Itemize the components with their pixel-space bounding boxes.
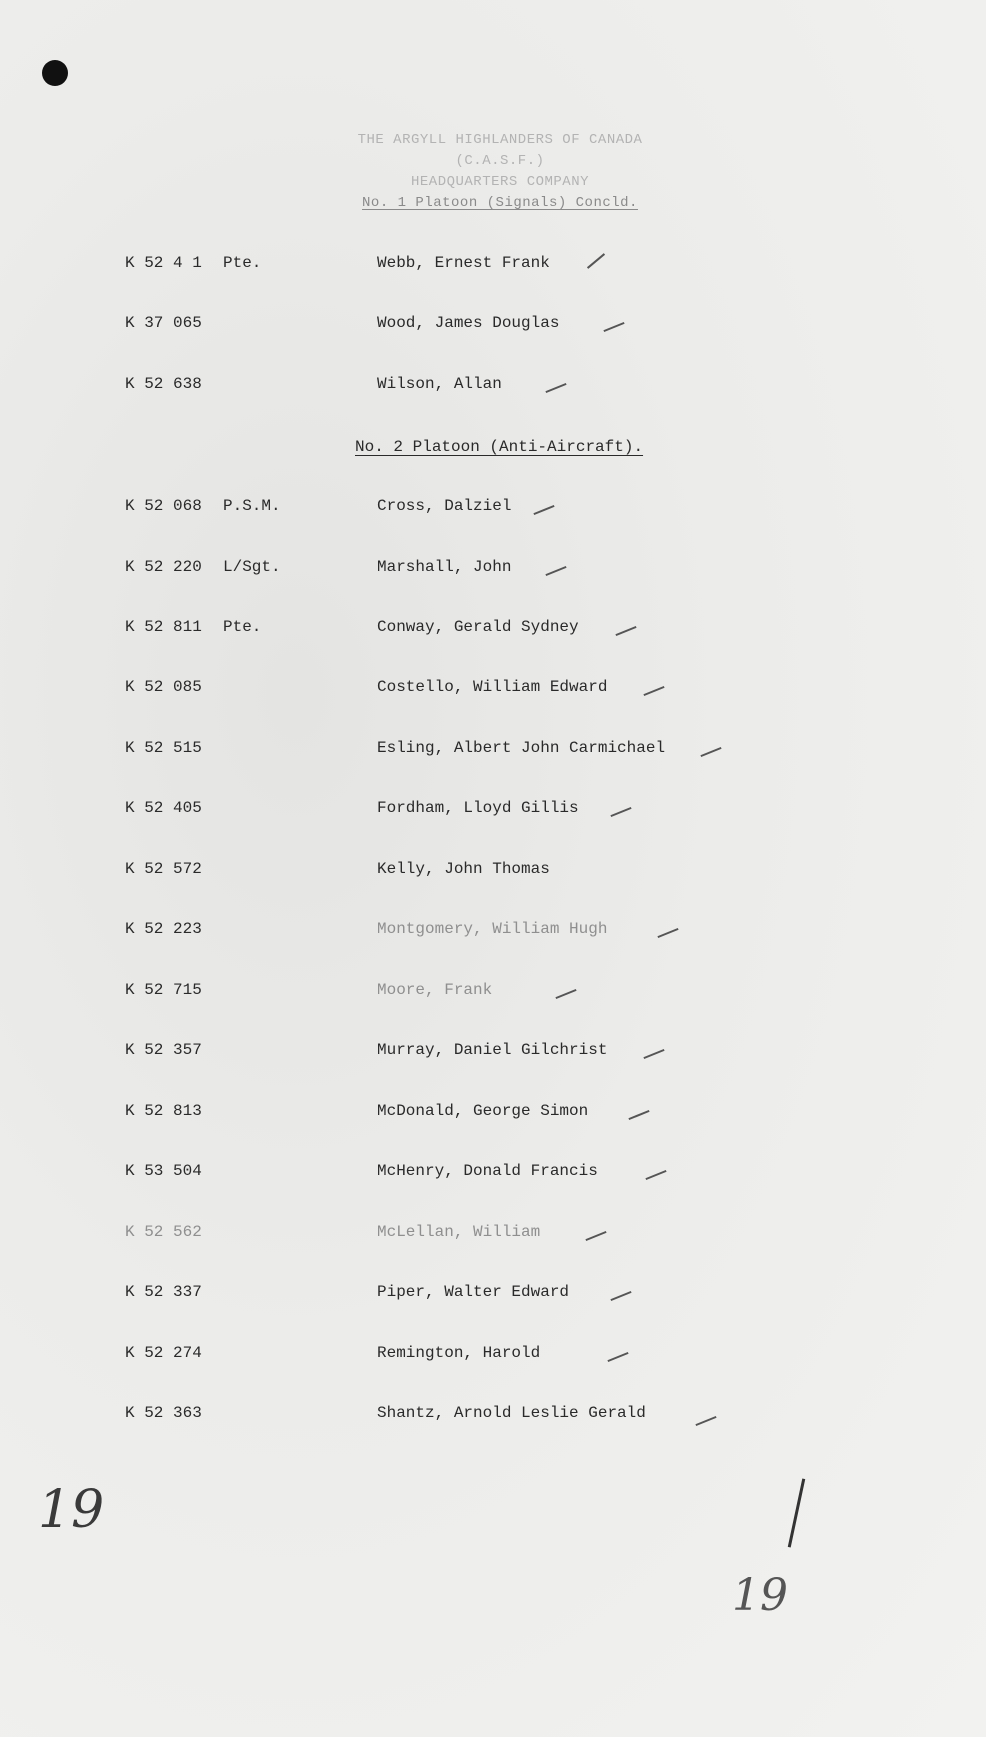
roster-row xyxy=(0,1160,986,1182)
roster-row xyxy=(0,1281,986,1303)
rank: Pte. xyxy=(223,618,262,636)
handwritten-stroke xyxy=(788,1478,805,1547)
roster-row xyxy=(0,1342,986,1364)
soldier-name: Kelly, John Thomas xyxy=(377,860,550,878)
handwritten-page-number-left: 19 xyxy=(38,1480,105,1540)
regimental-number: K 52 405 xyxy=(125,799,202,817)
regimental-number: K 52 220 xyxy=(125,558,202,576)
roster-row xyxy=(0,797,986,819)
soldier-name: Murray, Daniel Gilchrist xyxy=(377,1041,608,1059)
regimental-number: K 52 715 xyxy=(125,981,202,999)
soldier-name: McLellan, William xyxy=(377,1223,541,1241)
regimental-number: K 52 562 xyxy=(125,1223,202,1241)
roster-row xyxy=(0,373,986,395)
soldier-name: Costello, William Edward xyxy=(377,678,608,696)
roster-row xyxy=(0,312,986,334)
regimental-number: K 53 504 xyxy=(125,1162,202,1180)
soldier-name: Piper, Walter Edward xyxy=(377,1283,570,1301)
check-mark xyxy=(645,1170,666,1180)
soldier-name: Shantz, Arnold Leslie Gerald xyxy=(377,1404,646,1422)
check-mark xyxy=(643,1049,664,1059)
regimental-number: K 52 337 xyxy=(125,1283,202,1301)
roster-row xyxy=(0,918,986,940)
roster-row xyxy=(0,556,986,578)
check-mark xyxy=(615,626,636,636)
punch-hole xyxy=(42,60,68,86)
regimental-number: K 52 638 xyxy=(125,375,202,393)
regimental-number: K 52 274 xyxy=(125,1344,202,1362)
roster-row xyxy=(0,1039,986,1061)
document-header xyxy=(330,130,670,214)
check-mark xyxy=(700,747,721,757)
check-mark xyxy=(587,253,605,269)
soldier-name: McDonald, George Simon xyxy=(377,1102,589,1120)
check-mark xyxy=(628,1110,649,1120)
soldier-name: Conway, Gerald Sydney xyxy=(377,618,579,636)
check-mark xyxy=(643,686,664,696)
check-mark xyxy=(545,566,566,576)
regimental-number: K 52 572 xyxy=(125,860,202,878)
soldier-name: Marshall, John xyxy=(377,558,512,576)
check-mark xyxy=(603,322,624,332)
check-mark xyxy=(695,1416,716,1426)
header-unit: THE ARGYLL HIGHLANDERS OF CANADA xyxy=(357,132,643,148)
rank: P.S.M. xyxy=(223,497,281,515)
header-force: (C.A.S.F.) xyxy=(455,153,545,169)
check-mark xyxy=(545,383,566,393)
regimental-number: K 52 068 xyxy=(125,497,202,515)
check-mark xyxy=(555,989,576,999)
soldier-name: Moore, Frank xyxy=(377,981,493,999)
regimental-number: K 52 813 xyxy=(125,1102,202,1120)
header-platoon-title: No. 1 Platoon (Signals) Concld. xyxy=(362,195,638,211)
regimental-number: K 52 4 1 xyxy=(125,254,202,272)
roster-row xyxy=(0,252,986,274)
roster-row xyxy=(0,737,986,759)
handwritten-page-number-right: 19 xyxy=(732,1570,788,1621)
regimental-number: K 52 223 xyxy=(125,920,202,938)
rank: L/Sgt. xyxy=(223,558,281,576)
check-mark xyxy=(610,807,631,817)
rank: Pte. xyxy=(223,254,262,272)
soldier-name: Montgomery, William Hugh xyxy=(377,920,608,938)
soldier-name: Wilson, Allan xyxy=(377,375,502,393)
soldier-name: Wood, James Douglas xyxy=(377,314,560,332)
roster-row xyxy=(0,676,986,698)
check-mark xyxy=(533,505,554,515)
check-mark xyxy=(610,1291,631,1301)
roster-row xyxy=(0,495,986,517)
check-mark xyxy=(585,1231,606,1241)
soldier-name: Fordham, Lloyd Gillis xyxy=(377,799,579,817)
roster-row xyxy=(0,979,986,1001)
regimental-number: K 52 515 xyxy=(125,739,202,757)
regimental-number: K 52 811 xyxy=(125,618,202,636)
check-mark xyxy=(607,1352,628,1362)
soldier-name: Esling, Albert John Carmichael xyxy=(377,739,666,757)
header-company: HEADQUARTERS COMPANY xyxy=(410,174,590,190)
roster-row xyxy=(0,616,986,638)
regimental-number: K 52 085 xyxy=(125,678,202,696)
soldier-name: Cross, Dalziel xyxy=(377,497,512,515)
regimental-number: K 37 065 xyxy=(125,314,202,332)
regimental-number: K 52 363 xyxy=(125,1404,202,1422)
regimental-number: K 52 357 xyxy=(125,1041,202,1059)
soldier-name: McHenry, Donald Francis xyxy=(377,1162,598,1180)
soldier-name: Remington, Harold xyxy=(377,1344,541,1362)
roster-row xyxy=(0,1100,986,1122)
roster-row xyxy=(0,858,986,880)
section-title-platoon-2: No. 2 Platoon (Anti-Aircraft). xyxy=(355,438,644,456)
roster-row xyxy=(0,1402,986,1424)
soldier-name: Webb, Ernest Frank xyxy=(377,254,550,272)
roster-row xyxy=(0,1221,986,1243)
check-mark xyxy=(657,928,678,938)
